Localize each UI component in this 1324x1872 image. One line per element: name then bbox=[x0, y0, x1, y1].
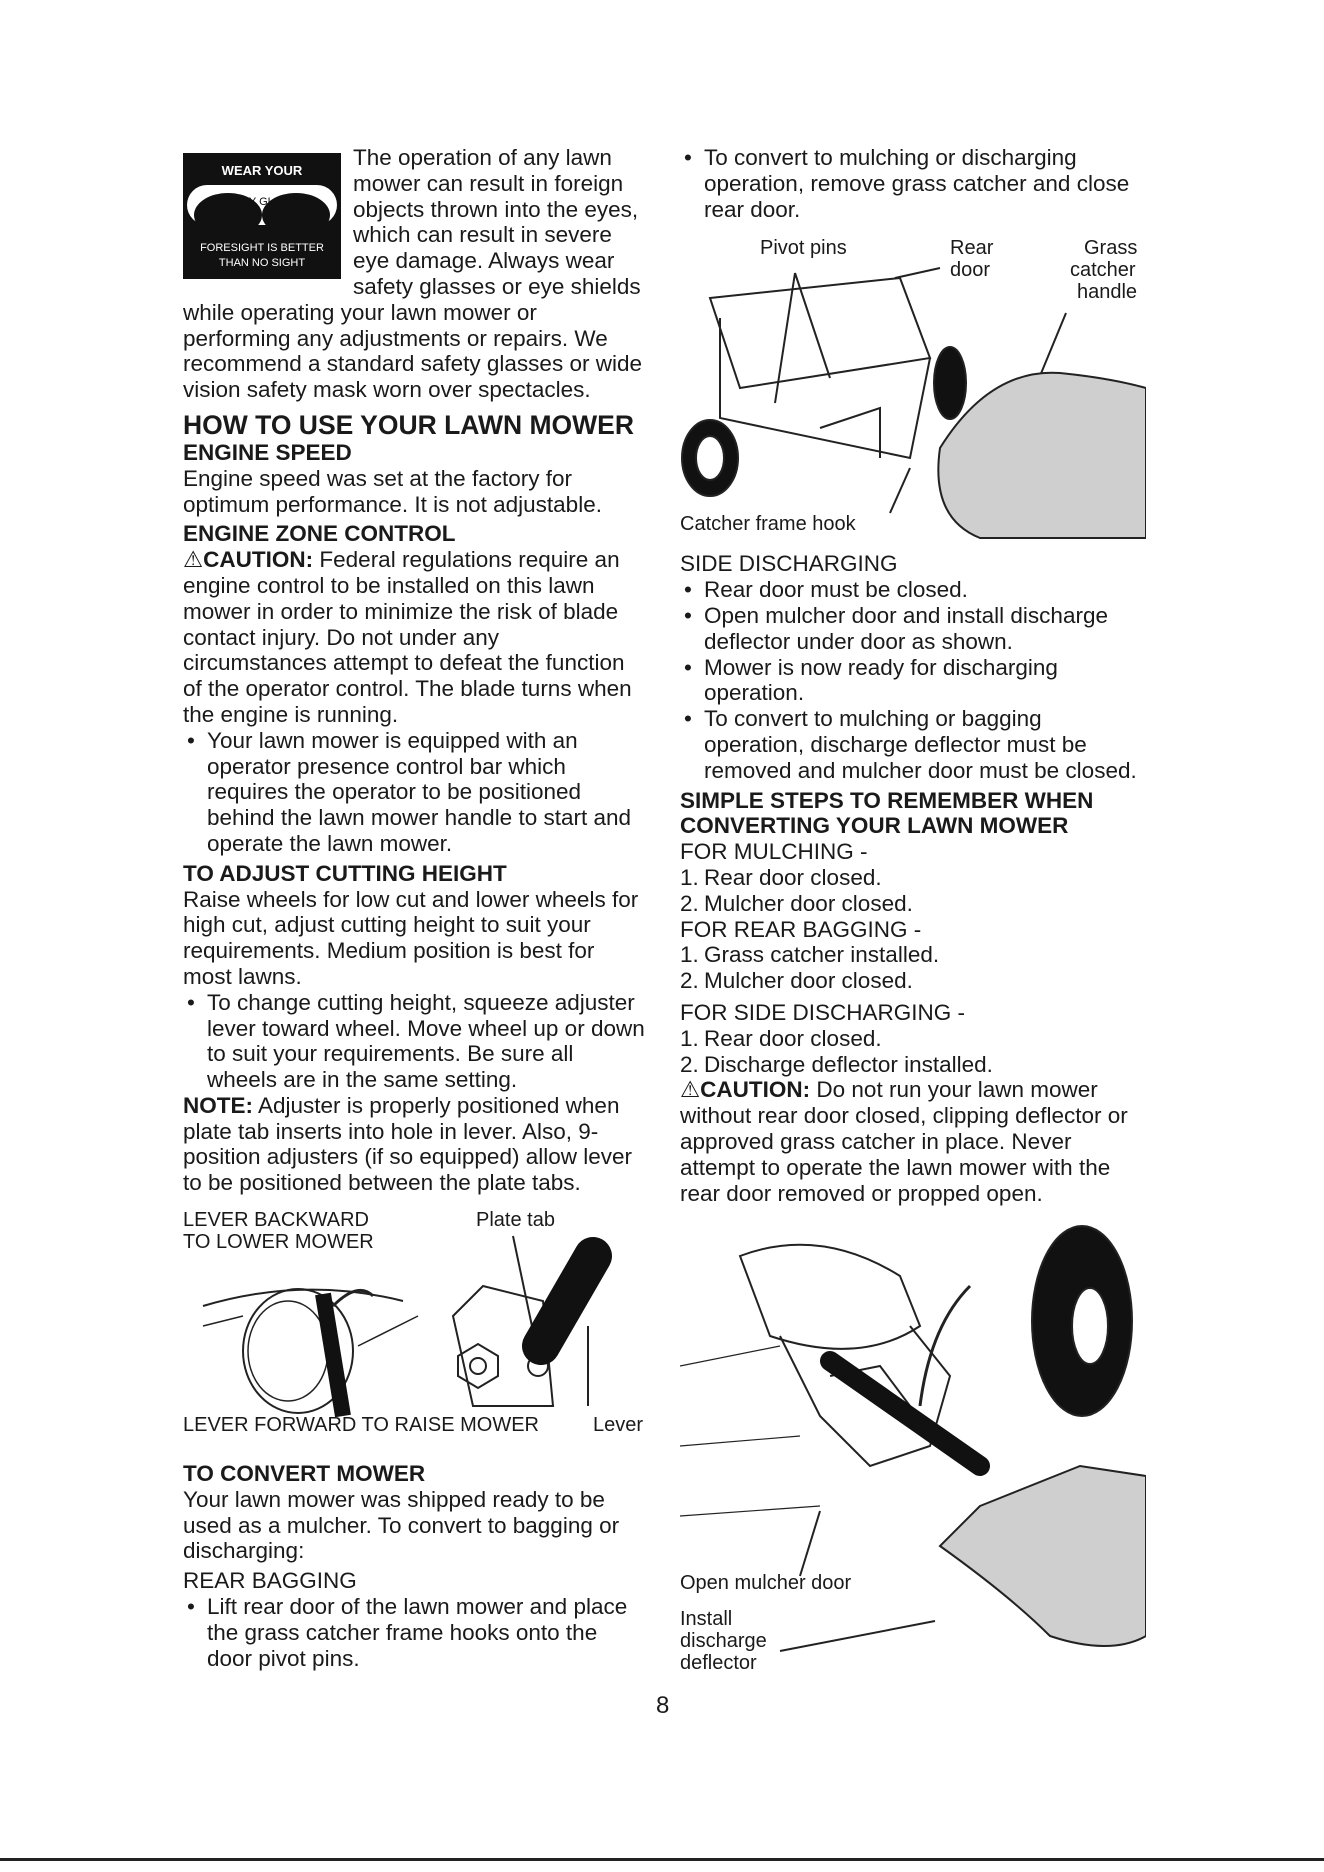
fig-caption-lever-backward-1: LEVER BACKWARD bbox=[183, 1209, 369, 1232]
list-item: 2. Discharge deflector installed. bbox=[680, 1051, 993, 1077]
convert-mower-heading: TO CONVERT MOWER bbox=[183, 1461, 426, 1487]
fig-caption-rear: Rear bbox=[950, 237, 994, 260]
fig-caption-catcher: catcher bbox=[1070, 259, 1136, 282]
right-column bbox=[680, 145, 1146, 1681]
list-item-text: To change cutting height, squeeze adjuster lever toward wheel. Move wheel up or down to suit your requirements. Be sure all wheels are in the same setting. bbox=[207, 989, 645, 1093]
fig-caption-lever: Lever bbox=[593, 1414, 644, 1437]
list-item: 2. Mulcher door closed. bbox=[680, 968, 913, 994]
badge-bottom-text-1: FORESIGHT IS BETTER bbox=[200, 242, 324, 254]
list-item-text: Open mulcher door and install discharge deflector under door as shown. bbox=[704, 602, 1108, 654]
warning-triangle-icon: ⚠ bbox=[680, 1077, 701, 1103]
wheel-drawing bbox=[203, 1289, 418, 1416]
fig-caption-plate-tab: Plate tab bbox=[476, 1209, 555, 1232]
for-side-discharging-label: FOR SIDE DISCHARGING - bbox=[680, 999, 966, 1025]
intro-paragraph: The operation of any lawn mower can result in foreign objects thrown into the eyes, which can result in severe eye damage. Always wear safety glasses or eye shields while operating your lawn mower or performing any adjustments or repairs. We recommend a standard safety glasses or wide vision safety mask worn over spectacles. bbox=[183, 145, 642, 403]
list-item-text: Mower is now ready for discharging operation. bbox=[704, 654, 1058, 706]
list-item-text: Discharge deflector installed. bbox=[704, 1051, 993, 1077]
list-item bbox=[680, 145, 1146, 222]
discharge-deflector-figure bbox=[680, 1216, 1146, 1681]
badge-bottom-text-2: THAN NO SIGHT bbox=[218, 257, 306, 269]
caution-text: Federal regulations require an engine control to be installed on this lawn mower in order to minimize the risk of blade contact injury. Do not under any circumstances attempt to defeat the function of the operator control. The blade turns when the engine is running. bbox=[183, 547, 632, 727]
fig-caption-grass: Grass bbox=[1084, 237, 1138, 260]
caution-label: CAUTION: bbox=[700, 1077, 811, 1103]
fig-caption-lever-backward-2: TO LOWER MOWER bbox=[183, 1231, 374, 1254]
note-label: NOTE: bbox=[183, 1092, 253, 1118]
bullet-icon: • bbox=[187, 989, 195, 1015]
note-paragraph bbox=[183, 1093, 648, 1196]
fig-caption-open-mulcher-door: Open mulcher door bbox=[680, 1572, 852, 1595]
caution-label: CAUTION: bbox=[203, 547, 314, 573]
list-item-text: To convert to mulching or discharging operation, remove grass catcher and close rear door. bbox=[704, 145, 1130, 222]
bullet-icon: • bbox=[684, 654, 692, 680]
side-discharging-heading: SIDE DISCHARGING bbox=[680, 551, 898, 577]
caution-paragraph-1 bbox=[183, 547, 648, 728]
list-item-text: Lift rear door of the lawn mower and place the grass catcher frame hooks onto the door pivot pins. bbox=[207, 1594, 628, 1671]
caution-text: Do not run your lawn mower without rear door closed, clipping deflector or approved grass catcher in place. Never attempt to operate the lawn mower with the rear door removed or propped open. bbox=[680, 1077, 1128, 1206]
bullet-icon: • bbox=[684, 602, 692, 628]
fig-caption-discharge: discharge bbox=[680, 1630, 767, 1653]
safety-glasses-badge bbox=[183, 153, 341, 279]
badge-top-text: WEAR YOUR bbox=[221, 163, 303, 178]
engine-speed-text: Engine speed was set at the factory for optimum performance. It is not adjustable. bbox=[183, 465, 602, 517]
engine-zone-heading: ENGINE ZONE CONTROL bbox=[183, 521, 456, 547]
engine-speed-heading: ENGINE SPEED bbox=[183, 439, 352, 465]
for-rear-bagging-label: FOR REAR BAGGING - bbox=[680, 916, 922, 942]
fig-caption-pivot-pins: Pivot pins bbox=[760, 237, 847, 260]
left-column bbox=[183, 145, 648, 1671]
convert-mower-text: Your lawn mower was shipped ready to be used as a mulcher. To convert to bagging or discharging: bbox=[183, 1486, 620, 1564]
plate-drawing bbox=[453, 1236, 593, 1406]
list-item-text: To convert to mulching or bagging operation, discharge deflector must be removed and mulcher door must be closed. bbox=[704, 706, 1137, 783]
bullet-icon: • bbox=[684, 706, 692, 732]
list-item-text: Rear door closed. bbox=[704, 1025, 882, 1051]
for-mulching-label: FOR MULCHING - bbox=[680, 839, 868, 865]
simple-steps-heading: SIMPLE STEPS TO REMEMBER WHEN CONVERTING YOUR LAWN MOWER bbox=[680, 787, 1094, 839]
list-item-text: Rear door closed. bbox=[704, 864, 882, 890]
warning-triangle-icon: ⚠ bbox=[183, 547, 204, 573]
list-item bbox=[680, 603, 1146, 655]
list-item bbox=[183, 990, 648, 1093]
fig-caption-catcher-frame-hook: Catcher frame hook bbox=[680, 513, 856, 536]
bullet-icon: • bbox=[187, 727, 195, 753]
how-to-heading: HOW TO USE YOUR LAWN MOWER bbox=[183, 409, 634, 440]
list-item bbox=[183, 1594, 648, 1671]
side-discharging-list bbox=[680, 577, 1146, 783]
discharge-deflector-drawing bbox=[940, 1466, 1146, 1646]
list-item bbox=[680, 706, 1146, 783]
cutting-height-figure bbox=[183, 1206, 648, 1451]
fig-caption-handle: handle bbox=[1077, 281, 1138, 304]
list-item bbox=[680, 577, 1146, 603]
list-item: 2. Mulcher door closed. bbox=[680, 890, 913, 916]
list-item-text: Rear door must be closed. bbox=[704, 577, 968, 603]
caution-paragraph-2 bbox=[680, 1077, 1146, 1206]
note-text: Adjuster is properly positioned when plate tab inserts into hole in lever. Also, 9-position adjusters (if so equipped) allow lever to be positioned between the plate tabs. bbox=[183, 1092, 632, 1196]
fig-caption-lever-forward: LEVER FORWARD TO RAISE MOWER bbox=[183, 1414, 539, 1437]
bullet-icon: • bbox=[684, 577, 692, 603]
bullet-icon: • bbox=[684, 145, 692, 170]
fig-caption-install: Install bbox=[680, 1608, 733, 1631]
cutting-height-heading: TO ADJUST CUTTING HEIGHT bbox=[183, 860, 507, 886]
list-item-text: Grass catcher installed. bbox=[704, 942, 940, 968]
fig-caption-door: door bbox=[950, 259, 991, 282]
list-item: 1. Rear door closed. bbox=[680, 1025, 882, 1051]
list-item bbox=[680, 655, 1146, 707]
list-item bbox=[183, 728, 648, 857]
badge-middle-text: SAFETY GLASSES bbox=[213, 196, 311, 208]
list-item: 1. Grass catcher installed. bbox=[680, 942, 940, 968]
list-item-text: Your lawn mower is equipped with an operator presence control bar which requires the operator to be positioned behind the lawn mower handle to start and operate the lawn mower. bbox=[207, 727, 632, 856]
page-number: 8 bbox=[656, 1692, 670, 1719]
page-bottom-edge bbox=[0, 1858, 1324, 1861]
list-item-text: Mulcher door closed. bbox=[704, 890, 913, 916]
list-item: 1. Rear door closed. bbox=[680, 864, 882, 890]
list-item-text: Mulcher door closed. bbox=[704, 968, 913, 994]
cutting-height-text: Raise wheels for low cut and lower wheels for high cut, adjust cutting height to suit your requirements. Medium position is best for most lawns. bbox=[183, 886, 639, 989]
rear-bagging-heading: REAR BAGGING bbox=[183, 1568, 357, 1594]
fig-caption-deflector: deflector bbox=[680, 1652, 757, 1675]
grass-catcher-bag-drawing bbox=[938, 373, 1146, 538]
bullet-icon: • bbox=[187, 1594, 195, 1620]
grass-catcher-figure bbox=[680, 228, 1146, 545]
